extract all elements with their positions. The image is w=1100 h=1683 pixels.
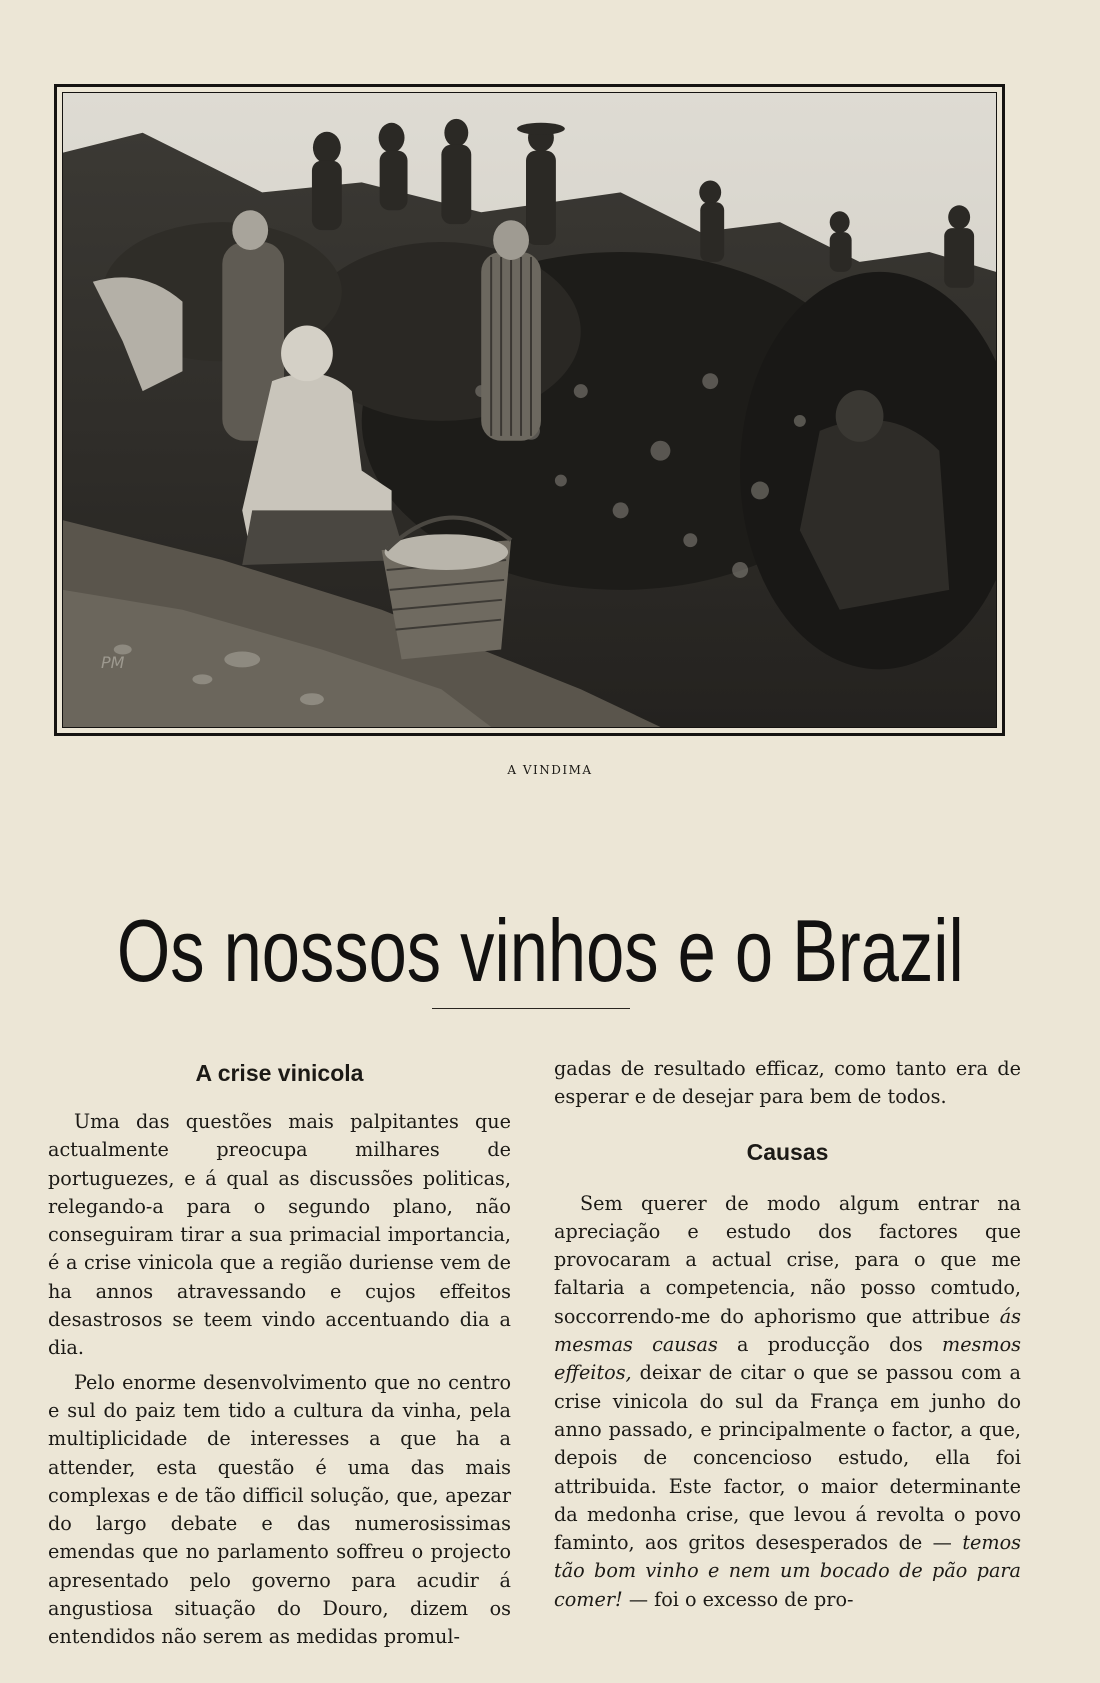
text-run: — foi o excesso de pro- <box>622 1587 854 1611</box>
text-run: a producção dos <box>717 1333 942 1357</box>
text-run: Sem querer de modo algum entrar na apreciação e estudo dos factores que provocaram a actual crise, para o que me faltaria a competencia, não posso comtudo, soccorrendo-me do aphorismo que attribue <box>554 1191 1021 1328</box>
paragraph: Uma das questões mais palpitantes que actualmente preocupa milhares de portuguezes, e á qual as discussões politicas, relegando-a para o segundo plano, não conseguiram tirar a sua primacial importancia, é a crise vinicola que a região duriense vem de ha annos atravessando e cujos effeitos desastrosos se teem vindo accentuando dia a dia. <box>48 1110 511 1360</box>
vineyard-harvest-scene <box>63 93 996 727</box>
photo-caption: A VINDIMA <box>507 763 593 777</box>
photographer-monogram: PM <box>101 653 125 672</box>
italic-text: ás mesmas causas <box>554 1304 1021 1357</box>
section-heading-causas: Causas <box>746 1138 829 1165</box>
italic-text: mesmos effeitos, <box>554 1333 1021 1385</box>
page-title: Os nossos vinhos e o Brazil <box>116 900 964 1000</box>
right-column <box>554 1055 1021 1614</box>
left-column <box>48 1055 511 1652</box>
text-run: deixar de citar o que se passou com a crise vinicola do sul da França em junho do anno passado, e principalmente o factor, a que, depois de concencioso estudo, ella foi attribuida. Este factor, o maior determinante da medonha crise, que levou á revolta o povo faminto, aos gritos desesperados de — <box>554 1361 1021 1555</box>
photograph-image <box>62 92 997 728</box>
title-divider <box>432 1008 630 1009</box>
paragraph-continuation: gadas de resultado efficaz, como tanto era de esperar e de desejar para bem de todos. <box>554 1057 1021 1109</box>
paragraph-causas <box>554 1190 1021 1614</box>
section-heading-crise: A crise vinicola <box>195 1060 364 1086</box>
paragraph: Pelo enorme desenvolvimento que no centro e sul do paiz tem tido a cultura da vinha, pela multiplicidade de interesses a que ha a attender, esta questão é uma das mais complexas e de tão difficil solução, que, apezar do largo debate e das numerosissimas emendas que no parlamento soffreu o projecto apresentado pelo governo para acudir á angustiosa situação do Douro, dizem os entendidos não serem as medidas promul- <box>48 1370 511 1649</box>
harvest-photograph <box>54 84 1005 736</box>
italic-quote: temos tão bom vinho e nem um bocado de pão para comer! <box>554 1531 1021 1611</box>
